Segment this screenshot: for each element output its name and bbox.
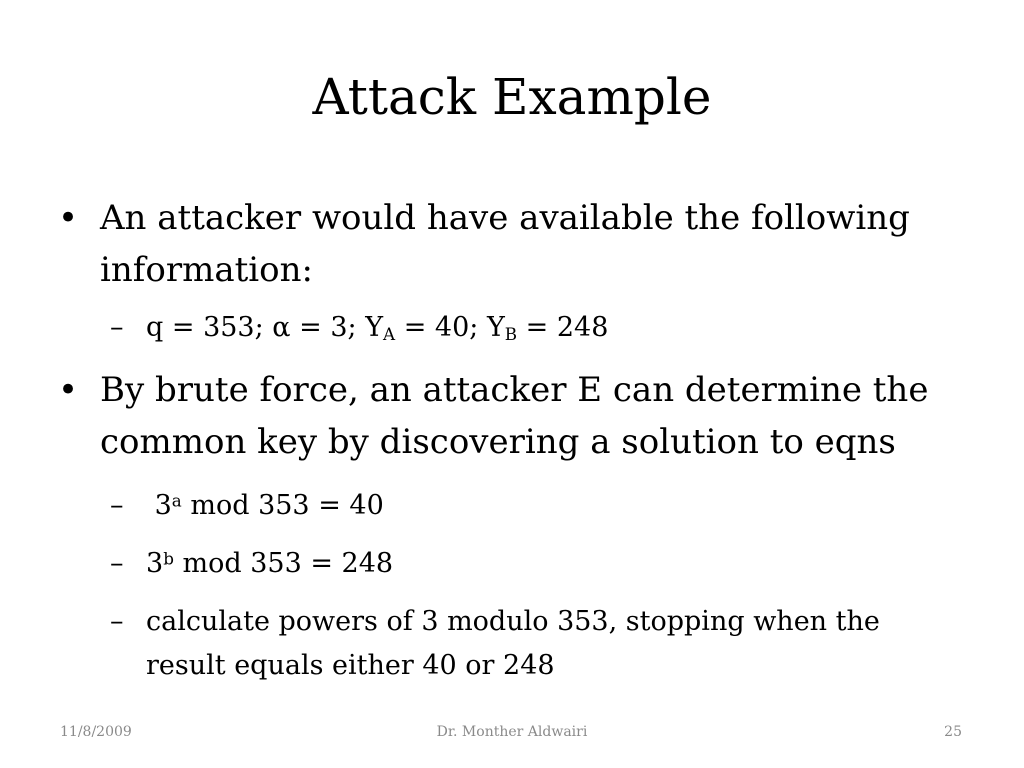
sub-bullet-item-3	[110, 542, 946, 586]
bullet-text: An attacker would have available the following information:	[100, 198, 910, 290]
dash-icon: –	[110, 312, 124, 343]
equation-base: 3	[154, 490, 172, 521]
param-ya-base: Y	[365, 312, 384, 343]
param-q: q = 353;	[146, 312, 273, 343]
slide-title: Attack Example	[312, 68, 712, 126]
sub-bullet-text	[146, 490, 384, 521]
equation-rest: mod 353 = 40	[181, 490, 384, 521]
bullet-item-2	[58, 364, 960, 468]
footer-page-number: 25	[944, 724, 962, 740]
footer-date: 11/8/2009	[60, 724, 132, 740]
sub-bullet-item-2	[110, 484, 946, 528]
sub-bullet-text	[146, 312, 608, 343]
param-yb-base: Y	[486, 312, 505, 343]
param-ya-subscript: A	[383, 324, 396, 345]
bullet-icon: •	[58, 370, 79, 410]
param-yb-value: = 248	[517, 312, 609, 343]
dash-icon: –	[110, 490, 124, 521]
dash-icon: –	[110, 548, 124, 579]
dash-icon: –	[110, 606, 124, 637]
bullet-item-1	[58, 192, 960, 296]
sub-bullet-item-1	[110, 306, 946, 350]
footer-author: Dr. Monther Aldwairi	[436, 724, 588, 740]
sub-bullet-text: calculate powers of 3 modulo 353, stopping when the result equals either 40 or 248	[146, 606, 880, 681]
equation-exponent: b	[163, 548, 174, 569]
equation-exponent: a	[171, 490, 182, 511]
sub-bullet-item-4	[110, 600, 946, 688]
sub-bullet-text	[146, 548, 393, 579]
equation-base: 3	[146, 548, 164, 579]
param-alpha: α = 3;	[272, 312, 366, 343]
equation-rest: mod 353 = 248	[173, 548, 394, 579]
bullet-text: By brute force, an attacker E can determine the common key by discovering a solution to eqns	[100, 370, 929, 462]
param-ya-value: = 40;	[395, 312, 487, 343]
param-yb-subscript: B	[504, 324, 518, 345]
bullet-icon: •	[58, 198, 79, 238]
